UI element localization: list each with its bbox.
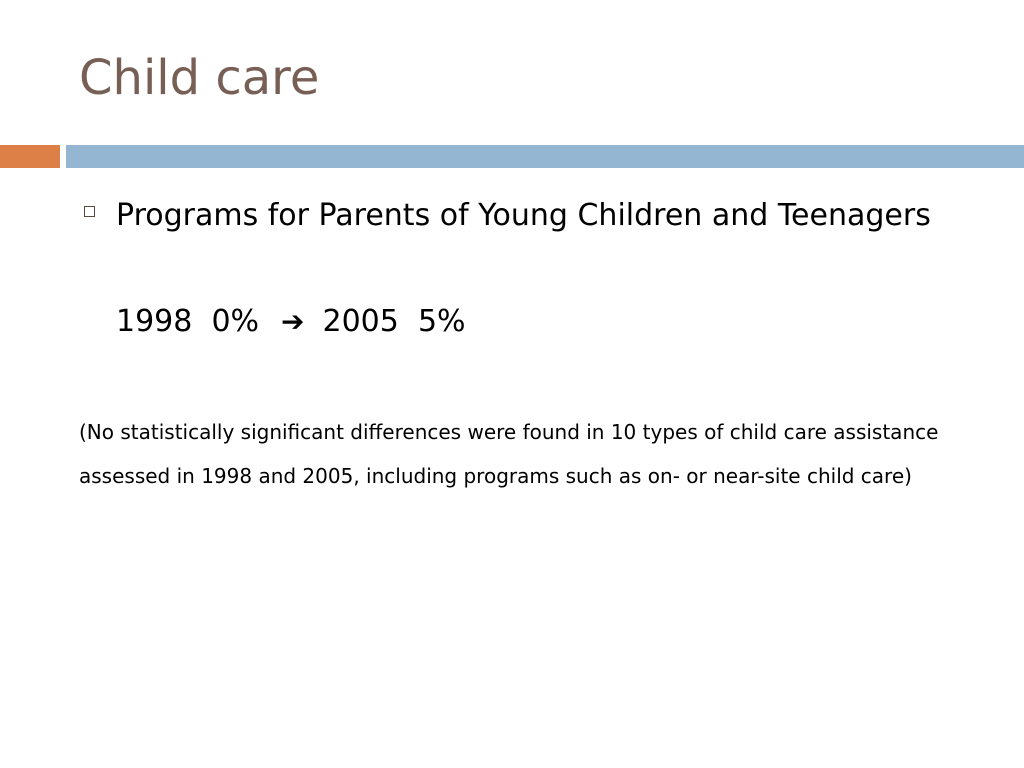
value-start: 0% <box>211 304 260 339</box>
slide-title: Child care <box>79 50 320 106</box>
footnote: (No statistically significant differences were found in 10 types of child care assistance assessed in 1998 and 2005, including programs such as on- or near-site child care) <box>79 420 939 488</box>
hollow-square-bullet-icon <box>84 206 95 217</box>
arrow-right-icon: ➔ <box>281 305 305 338</box>
accent-bar-orange <box>0 145 60 168</box>
stat-line <box>116 298 466 346</box>
value-end: 5% <box>417 304 466 339</box>
accent-bar-blue <box>66 145 1024 168</box>
year-start: 1998 <box>116 304 193 339</box>
bullet-text: Programs for Parents of Young Children and Teenagers <box>116 198 931 233</box>
year-end: 2005 <box>322 304 399 339</box>
